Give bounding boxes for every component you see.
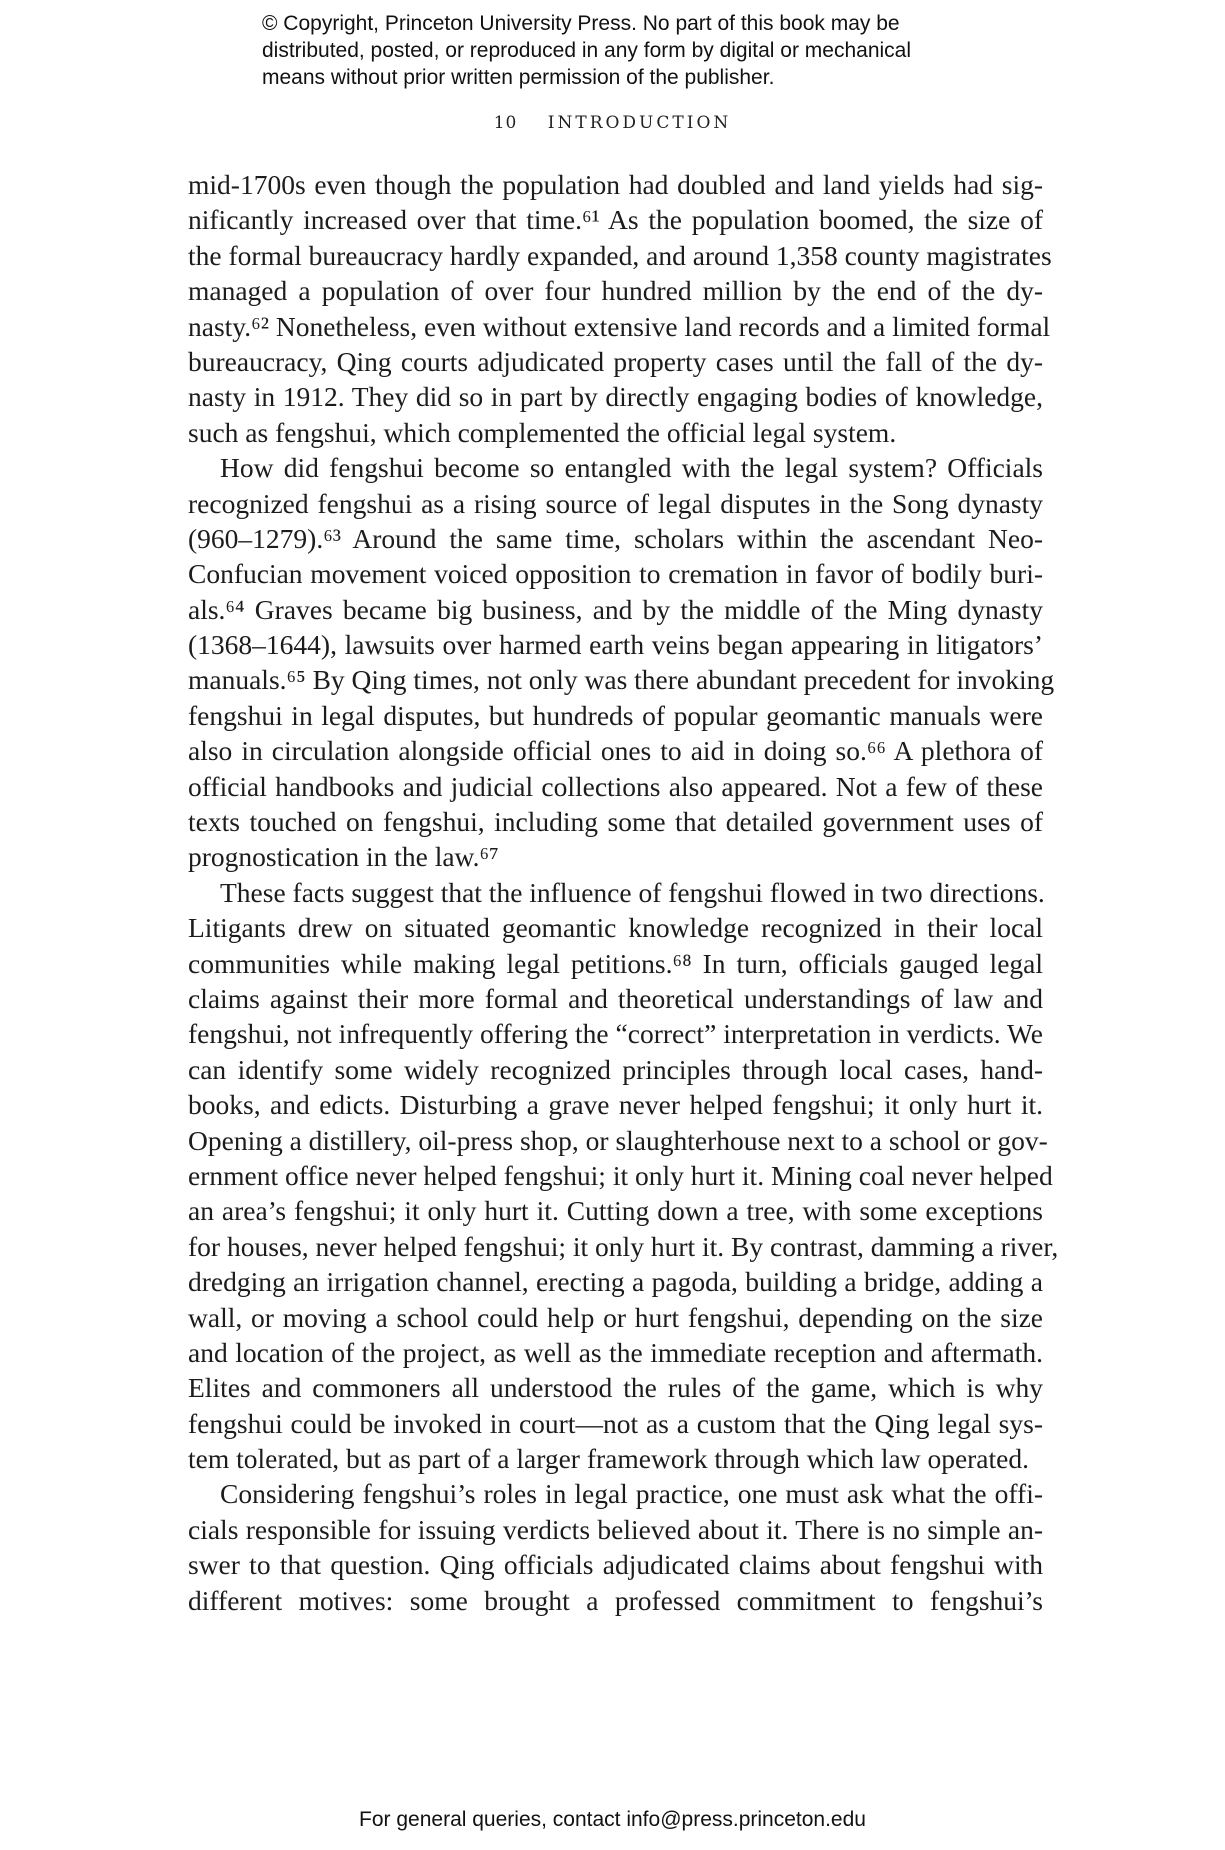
text-line: texts touched on fengshui, including some that detailed government uses of [188, 806, 1043, 838]
text-line: recognized fengshui as a rising source of legal disputes in the Song dynasty [188, 487, 1043, 519]
text-line: for houses, never helped fengshui; it only hurt it. By contrast, damming a river, [188, 1230, 1059, 1262]
text-line: an area’s fengshui; it only hurt it. Cutting down a tree, with some exceptions [188, 1195, 1043, 1227]
footer-contact: For general queries, contact info@press.princeton.edu [359, 1808, 866, 1831]
text-line: tem tolerated, but as part of a larger framework through which law operated. [188, 1443, 1029, 1475]
text-line: wall, or moving a school could help or hurt fengshui, depending on the size [188, 1301, 1043, 1333]
copyright-line: © Copyright, Princeton University Press. No part of this book may be [262, 12, 900, 35]
text-line: such as fengshui, which complemented the official legal system. [188, 416, 897, 448]
text-line: fengshui in legal disputes, but hundreds of popular geomantic manuals were [188, 699, 1043, 731]
text-line: nificantly increased over that time.⁶¹ As the population boomed, the size of [188, 204, 1043, 236]
text-line: cials responsible for issuing verdicts believed about it. There is no simple an- [188, 1513, 1043, 1545]
text-line: Litigants drew on situated geomantic knowledge recognized in their local [188, 912, 1043, 944]
copyright-notice [262, 10, 1022, 91]
text-line: books, and edicts. Disturbing a grave never helped fengshui; it only hurt it. [188, 1089, 1043, 1121]
text-line: ernment office never helped fengshui; it only hurt it. Mining coal never helped [188, 1159, 1053, 1191]
text-line: fengshui, not infrequently offering the “correct” interpretation in verdicts. We [188, 1018, 1043, 1050]
text-line: (1368–1644), lawsuits over harmed earth veins began appearing in litigators’ [188, 629, 1043, 661]
text-line: can identify some widely recognized principles through local cases, hand- [188, 1053, 1043, 1085]
text-line: (960–1279).⁶³ Around the same time, scholars within the ascendant Neo- [188, 522, 1043, 554]
text-line: swer to that question. Qing officials adjudicated claims about fengshui with [188, 1549, 1043, 1581]
text-line: Confucian movement voiced opposition to cremation in favor of bodily buri- [188, 558, 1043, 590]
text-line: manuals.⁶⁵ By Qing times, not only was there abundant precedent for invoking [188, 664, 1055, 696]
section-title: INTRODUCTION [547, 113, 732, 133]
running-head [0, 113, 1225, 133]
text-line: fengshui could be invoked in court—not as a custom that the Qing legal sys- [188, 1407, 1043, 1439]
text-line: nasty.⁶² Nonetheless, even without extensive land records and a limited formal [188, 310, 1051, 342]
body-text [188, 167, 1059, 1618]
text-line: Considering fengshui’s roles in legal practice, one must ask what the offi- [220, 1478, 1043, 1510]
text-line: als.⁶⁴ Graves became big business, and by the middle of the Ming dynasty [188, 593, 1043, 625]
text-line: dredging an irrigation channel, erecting a pagoda, building a bridge, adding a [188, 1266, 1043, 1298]
text-line: These facts suggest that the influence of fengshui flowed in two directions. [220, 876, 1045, 908]
text-line: claims against their more formal and theoretical understandings of law and [188, 982, 1043, 1014]
text-line: bureaucracy, Qing courts adjudicated property cases until the fall of the dy- [188, 345, 1043, 377]
text-line: managed a population of over four hundred million by the end of the dy- [188, 275, 1043, 307]
text-line: Opening a distillery, oil-press shop, or slaughterhouse next to a school or gov- [188, 1124, 1048, 1156]
text-line: also in circulation alongside official ones to aid in doing so.⁶⁶ A plethora of [188, 735, 1043, 767]
text-line: mid-1700s even though the population had doubled and land yields had sig- [188, 169, 1043, 200]
text-line: official handbooks and judicial collections also appeared. Not a few of these [188, 770, 1043, 802]
text-line: the formal bureaucracy hardly expanded, and around 1,358 county magistrates [188, 239, 1052, 271]
copyright-line: distributed, posted, or reproduced in any form by digital or mechanical [262, 39, 912, 62]
text-line: communities while making legal petitions.⁶⁸ In turn, officials gauged legal [188, 947, 1043, 979]
text-line: Elites and commoners all understood the rules of the game, which is why [188, 1372, 1043, 1404]
text-line: nasty in 1912. They did so in part by directly engaging bodies of knowledge, [188, 381, 1043, 413]
text-line: How did fengshui become so entangled with the legal system? Officials [220, 452, 1043, 484]
text-line: different motives: some brought a professed commitment to fengshui’s [188, 1584, 1043, 1616]
page-number: 10 [493, 113, 518, 133]
text-line: and location of the project, as well as the immediate reception and aftermath. [188, 1336, 1043, 1368]
text-line: prognostication in the law.⁶⁷ [188, 841, 499, 873]
copyright-line: means without prior written permission of the publisher. [262, 66, 775, 89]
